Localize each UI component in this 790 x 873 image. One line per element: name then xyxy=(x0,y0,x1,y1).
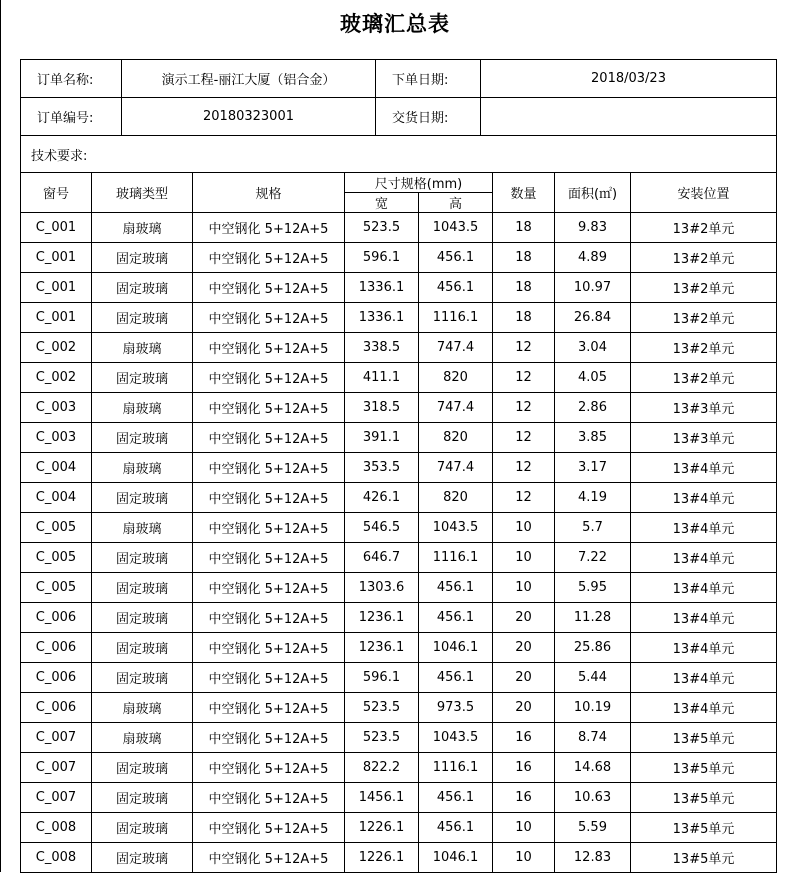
cell-window-no: C_005 xyxy=(21,543,92,573)
cell-location: 13#4单元 xyxy=(631,543,777,573)
cell-height: 820 xyxy=(419,483,493,513)
cell-width: 822.2 xyxy=(345,753,419,783)
table-header-row xyxy=(21,173,777,193)
cell-window-no: C_005 xyxy=(21,513,92,543)
cell-glass-type: 扇玻璃 xyxy=(92,453,193,483)
table-row xyxy=(21,663,777,693)
cell-glass-type: 固定玻璃 xyxy=(92,603,193,633)
cell-area: 7.22 xyxy=(555,543,631,573)
cell-spec: 中空钢化 5+12A+5 xyxy=(193,753,345,783)
cell-height: 456.1 xyxy=(419,813,493,843)
table-row xyxy=(21,783,777,813)
cell-area: 3.17 xyxy=(555,453,631,483)
cell-glass-type: 固定玻璃 xyxy=(92,483,193,513)
cell-glass-type: 固定玻璃 xyxy=(92,273,193,303)
tech-requirements-row xyxy=(21,136,777,173)
cell-width: 1226.1 xyxy=(345,813,419,843)
header-window-no: 窗号 xyxy=(21,173,92,213)
cell-area: 5.44 xyxy=(555,663,631,693)
cell-width: 1336.1 xyxy=(345,303,419,333)
order-no-value: 20180323001 xyxy=(122,98,376,136)
cell-spec: 中空钢化 5+12A+5 xyxy=(193,723,345,753)
table-row xyxy=(21,453,777,483)
table-row xyxy=(21,393,777,423)
cell-glass-type: 固定玻璃 xyxy=(92,663,193,693)
header-spec: 规格 xyxy=(193,173,345,213)
cell-width: 426.1 xyxy=(345,483,419,513)
header-height: 高 xyxy=(419,193,493,213)
cell-qty: 18 xyxy=(493,213,555,243)
cell-area: 4.19 xyxy=(555,483,631,513)
cell-location: 13#4单元 xyxy=(631,483,777,513)
order-info-row-2 xyxy=(21,98,777,136)
cell-height: 456.1 xyxy=(419,573,493,603)
cell-area: 5.7 xyxy=(555,513,631,543)
cell-window-no: C_001 xyxy=(21,273,92,303)
cell-qty: 12 xyxy=(493,423,555,453)
cell-area: 14.68 xyxy=(555,753,631,783)
cell-width: 523.5 xyxy=(345,213,419,243)
cell-location: 13#5单元 xyxy=(631,783,777,813)
cell-height: 1046.1 xyxy=(419,633,493,663)
table-row xyxy=(21,573,777,603)
cell-spec: 中空钢化 5+12A+5 xyxy=(193,423,345,453)
cell-location: 13#4单元 xyxy=(631,603,777,633)
table-row xyxy=(21,363,777,393)
cell-spec: 中空钢化 5+12A+5 xyxy=(193,783,345,813)
cell-height: 1116.1 xyxy=(419,753,493,783)
cell-window-no: C_004 xyxy=(21,453,92,483)
cell-qty: 10 xyxy=(493,543,555,573)
cell-glass-type: 固定玻璃 xyxy=(92,543,193,573)
cell-spec: 中空钢化 5+12A+5 xyxy=(193,393,345,423)
cell-qty: 20 xyxy=(493,663,555,693)
cell-width: 1456.1 xyxy=(345,783,419,813)
table-row xyxy=(21,693,777,723)
table-row xyxy=(21,483,777,513)
cell-qty: 18 xyxy=(493,243,555,273)
order-date-value: 2018/03/23 xyxy=(481,60,777,98)
cell-height: 1116.1 xyxy=(419,543,493,573)
cell-qty: 12 xyxy=(493,333,555,363)
cell-window-no: C_001 xyxy=(21,303,92,333)
cell-area: 25.86 xyxy=(555,633,631,663)
cell-width: 596.1 xyxy=(345,243,419,273)
cell-glass-type: 固定玻璃 xyxy=(92,783,193,813)
cell-qty: 12 xyxy=(493,393,555,423)
cell-qty: 10 xyxy=(493,813,555,843)
cell-spec: 中空钢化 5+12A+5 xyxy=(193,513,345,543)
cell-height: 1043.5 xyxy=(419,723,493,753)
cell-spec: 中空钢化 5+12A+5 xyxy=(193,633,345,663)
cell-spec: 中空钢化 5+12A+5 xyxy=(193,363,345,393)
cell-spec: 中空钢化 5+12A+5 xyxy=(193,603,345,633)
cell-glass-type: 扇玻璃 xyxy=(92,333,193,363)
cell-window-no: C_008 xyxy=(21,813,92,843)
cell-window-no: C_001 xyxy=(21,213,92,243)
order-name-value: 演示工程-丽江大厦（铝合金） xyxy=(122,60,376,98)
table-row xyxy=(21,633,777,663)
header-size: 尺寸规格(mm) xyxy=(345,173,493,193)
cell-qty: 12 xyxy=(493,453,555,483)
cell-window-no: C_006 xyxy=(21,633,92,663)
cell-spec: 中空钢化 5+12A+5 xyxy=(193,333,345,363)
cell-height: 456.1 xyxy=(419,243,493,273)
cell-area: 5.95 xyxy=(555,573,631,603)
cell-height: 456.1 xyxy=(419,783,493,813)
order-no-label: 订单编号: xyxy=(21,98,122,136)
order-info-row-1 xyxy=(21,60,777,98)
cell-location: 13#2单元 xyxy=(631,243,777,273)
cell-spec: 中空钢化 5+12A+5 xyxy=(193,813,345,843)
order-name-label: 订单名称: xyxy=(21,60,122,98)
cell-area: 12.83 xyxy=(555,843,631,873)
cell-qty: 20 xyxy=(493,603,555,633)
cell-height: 820 xyxy=(419,423,493,453)
page-title: 玻璃汇总表 xyxy=(340,12,450,36)
cell-window-no: C_002 xyxy=(21,333,92,363)
cell-glass-type: 扇玻璃 xyxy=(92,693,193,723)
table-row xyxy=(21,843,777,873)
cell-width: 1236.1 xyxy=(345,603,419,633)
cell-window-no: C_006 xyxy=(21,663,92,693)
cell-area: 10.97 xyxy=(555,273,631,303)
page-left-border xyxy=(0,0,1,872)
cell-height: 747.4 xyxy=(419,453,493,483)
cell-spec: 中空钢化 5+12A+5 xyxy=(193,273,345,303)
cell-width: 338.5 xyxy=(345,333,419,363)
cell-location: 13#5单元 xyxy=(631,723,777,753)
cell-spec: 中空钢化 5+12A+5 xyxy=(193,663,345,693)
cell-height: 820 xyxy=(419,363,493,393)
cell-spec: 中空钢化 5+12A+5 xyxy=(193,543,345,573)
cell-window-no: C_001 xyxy=(21,243,92,273)
cell-glass-type: 扇玻璃 xyxy=(92,513,193,543)
table-row xyxy=(21,543,777,573)
delivery-date-label: 交货日期: xyxy=(376,98,481,136)
delivery-date-value xyxy=(481,98,777,136)
cell-width: 523.5 xyxy=(345,693,419,723)
cell-spec: 中空钢化 5+12A+5 xyxy=(193,303,345,333)
cell-qty: 16 xyxy=(493,723,555,753)
cell-window-no: C_006 xyxy=(21,693,92,723)
cell-location: 13#2单元 xyxy=(631,363,777,393)
cell-width: 411.1 xyxy=(345,363,419,393)
cell-qty: 16 xyxy=(493,753,555,783)
cell-width: 546.5 xyxy=(345,513,419,543)
table-row xyxy=(21,423,777,453)
cell-qty: 10 xyxy=(493,513,555,543)
cell-spec: 中空钢化 5+12A+5 xyxy=(193,213,345,243)
cell-width: 1236.1 xyxy=(345,633,419,663)
cell-location: 13#4单元 xyxy=(631,663,777,693)
cell-height: 747.4 xyxy=(419,333,493,363)
cell-area: 11.28 xyxy=(555,603,631,633)
cell-area: 3.04 xyxy=(555,333,631,363)
cell-glass-type: 固定玻璃 xyxy=(92,753,193,783)
cell-window-no: C_003 xyxy=(21,393,92,423)
cell-width: 523.5 xyxy=(345,723,419,753)
table-row xyxy=(21,333,777,363)
cell-qty: 12 xyxy=(493,483,555,513)
cell-location: 13#5单元 xyxy=(631,813,777,843)
cell-location: 13#4单元 xyxy=(631,513,777,543)
cell-glass-type: 扇玻璃 xyxy=(92,723,193,753)
cell-window-no: C_002 xyxy=(21,363,92,393)
cell-width: 596.1 xyxy=(345,663,419,693)
cell-area: 4.05 xyxy=(555,363,631,393)
header-width: 宽 xyxy=(345,193,419,213)
cell-area: 8.74 xyxy=(555,723,631,753)
cell-qty: 20 xyxy=(493,633,555,663)
cell-glass-type: 固定玻璃 xyxy=(92,243,193,273)
cell-spec: 中空钢化 5+12A+5 xyxy=(193,243,345,273)
cell-qty: 12 xyxy=(493,363,555,393)
table-body xyxy=(21,213,777,873)
cell-window-no: C_007 xyxy=(21,783,92,813)
cell-qty: 16 xyxy=(493,783,555,813)
cell-width: 646.7 xyxy=(345,543,419,573)
table-row xyxy=(21,723,777,753)
cell-spec: 中空钢化 5+12A+5 xyxy=(193,693,345,723)
cell-qty: 18 xyxy=(493,273,555,303)
glass-summary-table xyxy=(20,172,777,873)
cell-location: 13#4单元 xyxy=(631,693,777,723)
cell-location: 13#5单元 xyxy=(631,843,777,873)
cell-area: 10.19 xyxy=(555,693,631,723)
table-row xyxy=(21,273,777,303)
cell-qty: 20 xyxy=(493,693,555,723)
cell-width: 391.1 xyxy=(345,423,419,453)
header-qty: 数量 xyxy=(493,173,555,213)
cell-window-no: C_007 xyxy=(21,753,92,783)
table-row xyxy=(21,303,777,333)
cell-area: 4.89 xyxy=(555,243,631,273)
order-date-label: 下单日期: xyxy=(376,60,481,98)
cell-glass-type: 扇玻璃 xyxy=(92,393,193,423)
cell-glass-type: 固定玻璃 xyxy=(92,423,193,453)
cell-qty: 10 xyxy=(493,843,555,873)
cell-spec: 中空钢化 5+12A+5 xyxy=(193,573,345,603)
cell-glass-type: 固定玻璃 xyxy=(92,303,193,333)
cell-area: 5.59 xyxy=(555,813,631,843)
cell-location: 13#2单元 xyxy=(631,303,777,333)
cell-location: 13#4单元 xyxy=(631,633,777,663)
cell-height: 1043.5 xyxy=(419,513,493,543)
cell-width: 1226.1 xyxy=(345,843,419,873)
cell-area: 3.85 xyxy=(555,423,631,453)
cell-window-no: C_004 xyxy=(21,483,92,513)
cell-glass-type: 固定玻璃 xyxy=(92,633,193,663)
cell-window-no: C_007 xyxy=(21,723,92,753)
cell-height: 973.5 xyxy=(419,693,493,723)
cell-area: 26.84 xyxy=(555,303,631,333)
cell-qty: 10 xyxy=(493,573,555,603)
header-glass-type: 玻璃类型 xyxy=(92,173,193,213)
cell-location: 13#5单元 xyxy=(631,753,777,783)
cell-height: 1046.1 xyxy=(419,843,493,873)
cell-height: 747.4 xyxy=(419,393,493,423)
cell-location: 13#4单元 xyxy=(631,453,777,483)
cell-spec: 中空钢化 5+12A+5 xyxy=(193,453,345,483)
table-row xyxy=(21,213,777,243)
header-area: 面积(㎡) xyxy=(555,173,631,213)
cell-width: 1336.1 xyxy=(345,273,419,303)
cell-glass-type: 固定玻璃 xyxy=(92,843,193,873)
cell-area: 10.63 xyxy=(555,783,631,813)
cell-height: 456.1 xyxy=(419,273,493,303)
cell-window-no: C_006 xyxy=(21,603,92,633)
cell-location: 13#4单元 xyxy=(631,573,777,603)
cell-glass-type: 扇玻璃 xyxy=(92,213,193,243)
table-row xyxy=(21,813,777,843)
cell-location: 13#2单元 xyxy=(631,273,777,303)
cell-height: 456.1 xyxy=(419,663,493,693)
cell-glass-type: 固定玻璃 xyxy=(92,573,193,603)
cell-window-no: C_008 xyxy=(21,843,92,873)
header-location: 安装位置 xyxy=(631,173,777,213)
cell-spec: 中空钢化 5+12A+5 xyxy=(193,843,345,873)
cell-width: 318.5 xyxy=(345,393,419,423)
cell-location: 13#2单元 xyxy=(631,333,777,363)
order-info-table xyxy=(20,59,777,173)
cell-location: 13#3单元 xyxy=(631,393,777,423)
cell-window-no: C_003 xyxy=(21,423,92,453)
cell-height: 1043.5 xyxy=(419,213,493,243)
cell-spec: 中空钢化 5+12A+5 xyxy=(193,483,345,513)
cell-glass-type: 固定玻璃 xyxy=(92,363,193,393)
cell-height: 1116.1 xyxy=(419,303,493,333)
cell-area: 9.83 xyxy=(555,213,631,243)
tech-requirements-label: 技术要求: xyxy=(21,136,777,173)
cell-location: 13#2单元 xyxy=(631,213,777,243)
table-row xyxy=(21,753,777,783)
table-row xyxy=(21,513,777,543)
cell-width: 353.5 xyxy=(345,453,419,483)
table-row xyxy=(21,243,777,273)
table-row xyxy=(21,603,777,633)
cell-qty: 18 xyxy=(493,303,555,333)
cell-area: 2.86 xyxy=(555,393,631,423)
cell-height: 456.1 xyxy=(419,603,493,633)
cell-location: 13#3单元 xyxy=(631,423,777,453)
cell-glass-type: 固定玻璃 xyxy=(92,813,193,843)
cell-window-no: C_005 xyxy=(21,573,92,603)
cell-width: 1303.6 xyxy=(345,573,419,603)
